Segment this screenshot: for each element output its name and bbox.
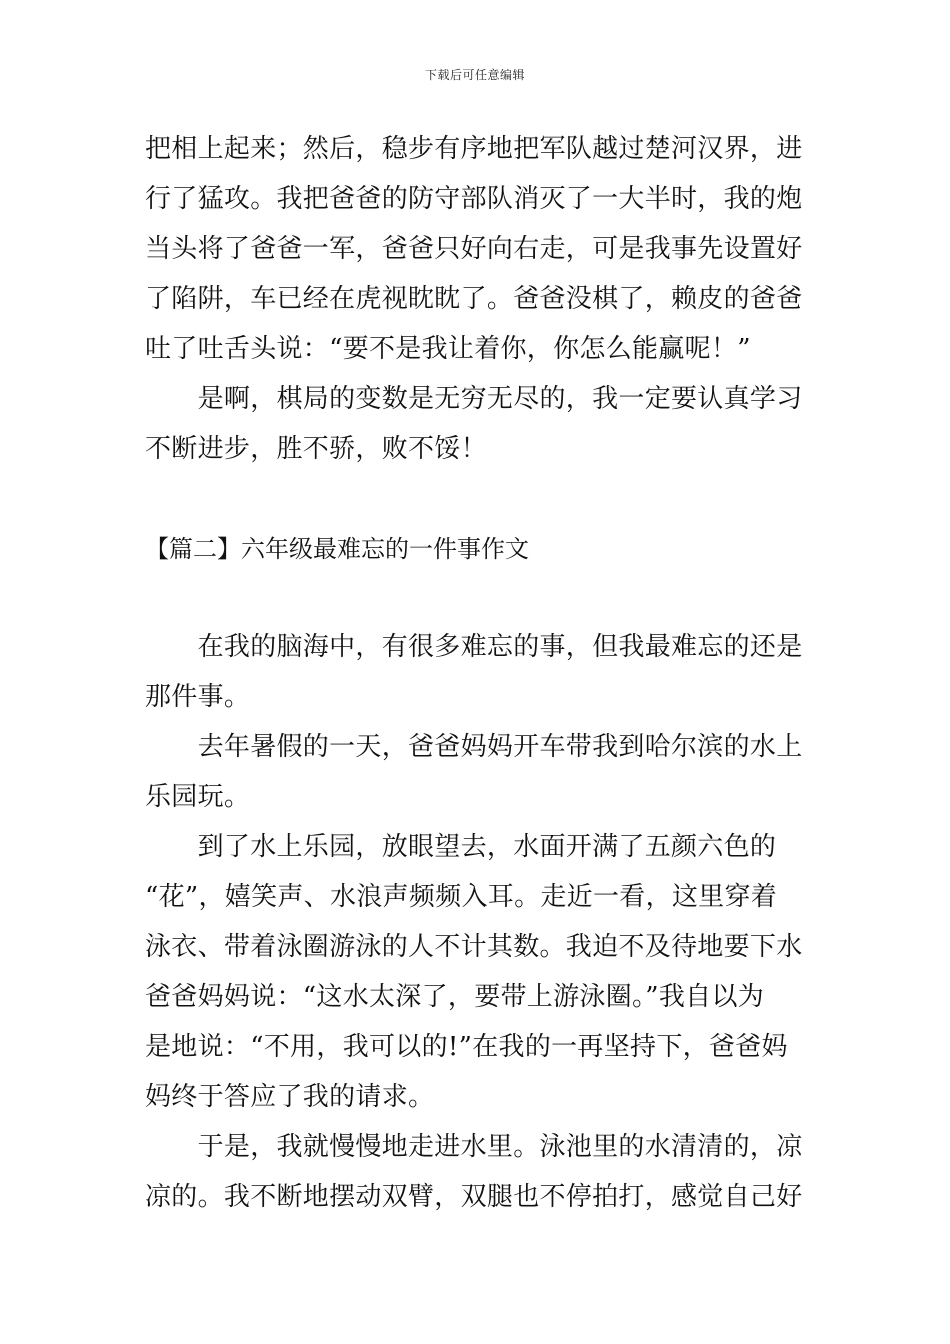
paragraph-line: 不断进步，胜不骄，败不馁！ <box>145 434 487 464</box>
paragraph-line: 凉的。我不断地摆动双臂，双腿也不停拍打，感觉自己好 <box>145 1182 803 1212</box>
paragraph-line: 当头将了爸爸一军，爸爸只好向右走，可是我事先设置好 <box>145 234 803 264</box>
section-title: 【篇二】六年级最难忘的一件事作文 <box>145 535 529 563</box>
paragraph-line: 到了水上乐园，放眼望去，水面开满了五颜六色的 <box>145 832 777 862</box>
paragraph-line: 是地说：“不用，我可以的!”在我的一再坚持下，爸爸妈 <box>145 1032 788 1062</box>
paragraph-line: 把相上起来；然后，稳步有序地把军队越过楚河汉界，进 <box>145 134 803 164</box>
paragraph-line: 了陷阱，车已经在虎视眈眈了。爸爸没棋了，赖皮的爸爸 <box>145 284 803 314</box>
paragraph-line: 行了猛攻。我把爸爸的防守部队消灭了一大半时，我的炮 <box>145 184 803 214</box>
paragraph-line: 在我的脑海中，有很多难忘的事，但我最难忘的还是 <box>145 632 803 662</box>
paragraph-line: 是啊，棋局的变数是无穷无尽的，我一定要认真学习 <box>145 384 803 414</box>
paragraph-line: 那件事。 <box>145 682 251 712</box>
paragraph-line: 吐了吐舌头说：“要不是我让着你，你怎么能赢呢！” <box>145 334 751 364</box>
paragraph-line: 爸爸妈妈说：“这水太深了，要带上游泳圈。”我自以为 <box>145 982 765 1012</box>
paragraph-line: 泳衣、带着泳圈游泳的人不计其数。我迫不及待地要下水 <box>145 932 803 962</box>
paragraph-line: “花”，嬉笑声、水浪声频频入耳。走近一看，这里穿着 <box>145 882 778 912</box>
paragraph-line: 于是，我就慢慢地走进水里。泳池里的水清清的，凉 <box>145 1132 803 1162</box>
paragraph-line: 妈终于答应了我的请求。 <box>145 1082 435 1112</box>
paragraph-line: 乐园玩。 <box>145 782 251 812</box>
paragraph-line: 去年暑假的一天，爸爸妈妈开车带我到哈尔滨的水上 <box>145 732 803 762</box>
page-header: 下载后可任意编辑 <box>424 68 525 82</box>
